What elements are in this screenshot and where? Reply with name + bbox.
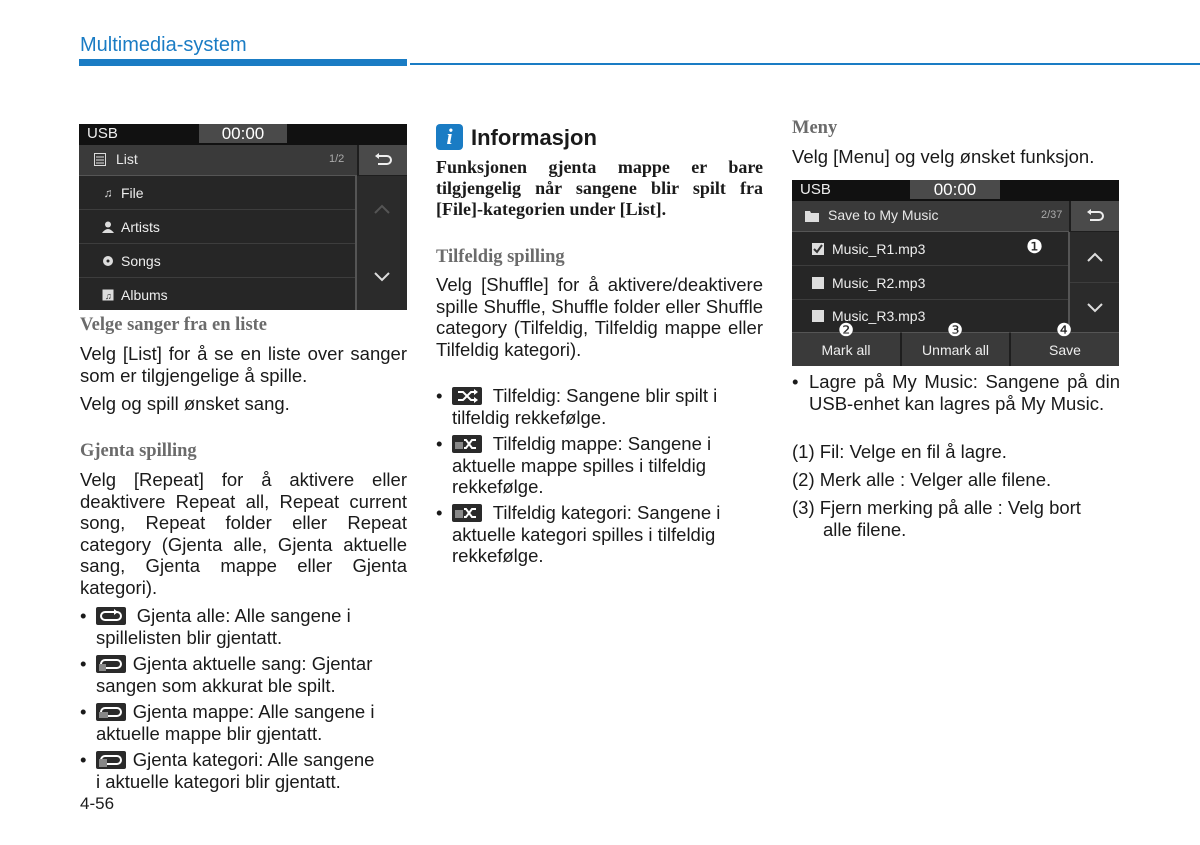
heading-menu: Meny (792, 118, 838, 138)
checkbox-icon[interactable] (812, 277, 824, 289)
save-title: Save to My Music (828, 207, 939, 223)
callout-3: ❸ (947, 320, 964, 340)
list-titlebar (79, 145, 357, 176)
unmark-all-button[interactable]: Unmark all (902, 332, 1009, 366)
bullet-shuffle-category: • Tilfeldig kategori: Sangene i aktuelle kategori spilles i tilfeldig rekkefølge. (436, 502, 721, 566)
chevron-up-icon (374, 204, 390, 214)
back-icon (374, 153, 392, 167)
mark-all-button[interactable]: Mark all (792, 332, 900, 366)
clock: 00:00 (199, 124, 287, 143)
heading-shuffle: Tilfeldig spilling (436, 247, 565, 267)
save-button[interactable]: Save (1011, 332, 1119, 366)
folder-icon (805, 209, 819, 227)
list-title: List (116, 151, 138, 167)
heading-repeat: Gjenta spilling (80, 441, 197, 461)
music-note-icon: ♫ (103, 185, 113, 200)
callout-2: ❷ (838, 320, 855, 340)
file-row-3[interactable]: Music_R3.mp3 (792, 300, 1068, 333)
bullet-repeat-category: • Gjenta kategori: Alle sangene i aktuelle kategori blir gjentatt. (80, 749, 375, 792)
person-icon (101, 220, 115, 234)
info-title: Informasjon (471, 125, 597, 150)
list-item-file[interactable]: ♫ File (79, 176, 355, 210)
section-title: Multimedia-system (80, 34, 247, 56)
back-icon (1086, 209, 1104, 223)
paragraph-list: Velg [List] for å se en liste over sanger som er tilgjengelige å spille. (80, 343, 407, 386)
repeat-category-icon (96, 751, 126, 769)
repeat-folder-icon (96, 703, 126, 721)
repeat-one-icon (96, 655, 126, 673)
status-bar (792, 180, 1119, 201)
page-indicator: 1/2 (329, 153, 345, 165)
scroll-up-button[interactable] (1070, 232, 1119, 283)
callout-1: ❶ (1026, 237, 1044, 258)
list-icon (94, 153, 106, 165)
scroll-down-button[interactable] (1070, 283, 1119, 333)
paragraph-repeat: Velg [Repeat] for å aktivere eller deaktivere Repeat all, Repeat current song, Repeat folder eller Repeat category (Gjenta alle, Gjenta aktuelle sang, Gjenta mappe eller Gjenta kategori). (80, 469, 407, 598)
usb-list-screen (79, 124, 407, 310)
source-label: USB (800, 181, 831, 198)
header-bar (79, 59, 407, 66)
checkbox-icon[interactable] (812, 310, 824, 322)
list-item-songs[interactable]: Songs (79, 244, 355, 278)
list-item-1: (1) Fil: Velge en fil å lagre. (792, 441, 1007, 462)
page-number: 4-56 (80, 794, 115, 813)
paragraph-shuffle: Velg [Shuffle] for å aktivere/deaktivere spille Shuffle, Shuffle folder eller Shuffle category (Tilfeldig, Tilfeldig mappe eller Tilfeldig kategori). (436, 274, 763, 360)
status-bar (79, 124, 407, 145)
back-button[interactable] (1071, 201, 1119, 231)
shuffle-category-icon (452, 504, 482, 522)
disc-icon (101, 254, 115, 268)
info-text: Funksjonen gjenta mappe er bare tilgjengelig når sangene blir spilt fra [File]-kategorien under [List]. (436, 157, 763, 219)
list-item-3: (3) Fjern merking på alle : Velg bort alle filene. (792, 497, 1081, 540)
source-label: USB (87, 125, 118, 142)
paragraph-play: Velg og spill ønsket sang. (80, 393, 290, 414)
chevron-down-icon (1087, 303, 1103, 313)
chevron-down-icon (374, 272, 390, 282)
bullet-repeat-folder: • Gjenta mappe: Alle sangene i aktuelle mappe blir gjentatt. (80, 701, 375, 744)
save-titlebar (792, 201, 1069, 232)
list-item-artists[interactable]: Artists (79, 210, 355, 244)
bullet-shuffle: • Tilfeldig: Sangene blir spilt i tilfeldig rekkefølge. (436, 385, 718, 428)
file-row-2[interactable]: Music_R2.mp3 (792, 266, 1068, 300)
paragraph-menu: Velg [Menu] og velg ønsket funksjon. (792, 146, 1095, 167)
header-rule (410, 63, 1200, 65)
page-indicator: 2/37 (1041, 209, 1063, 221)
album-icon (101, 288, 115, 302)
callout-4: ❹ (1056, 320, 1073, 340)
shuffle-icon (452, 387, 482, 405)
svg-text:♫: ♫ (105, 290, 112, 301)
shuffle-folder-icon (452, 435, 482, 453)
list-item-albums[interactable]: ♫ Albums (79, 278, 355, 310)
bullet-save: • Lagre på My Music: Sangene på din USB-enhet kan lagres på My Music. (792, 371, 1120, 414)
list-item-2: (2) Merk alle : Velger alle filene. (792, 469, 1052, 490)
bullet-shuffle-folder: • Tilfeldig mappe: Sangene i aktuelle mappe spilles i tilfeldig rekkefølge. (436, 433, 712, 497)
file-row-1[interactable]: Music_R1.mp3 (792, 232, 1068, 266)
info-icon: i (436, 124, 463, 150)
clock: 00:00 (910, 180, 1000, 199)
chevron-up-icon (1087, 252, 1103, 262)
scroll-up-button[interactable] (357, 176, 407, 242)
heading-select-songs: Velge sanger fra en liste (80, 315, 268, 335)
bullet-repeat-all: • Gjenta alle: Alle sangene i spillelisten blir gjentatt. (80, 605, 351, 648)
repeat-all-icon (96, 607, 126, 625)
scroll-down-button[interactable] (357, 244, 407, 310)
checkbox-checked-icon[interactable] (812, 243, 824, 255)
back-button[interactable] (359, 145, 407, 175)
bullet-repeat-song: • Gjenta aktuelle sang: Gjentar sangen som akkurat ble spilt. (80, 653, 373, 696)
